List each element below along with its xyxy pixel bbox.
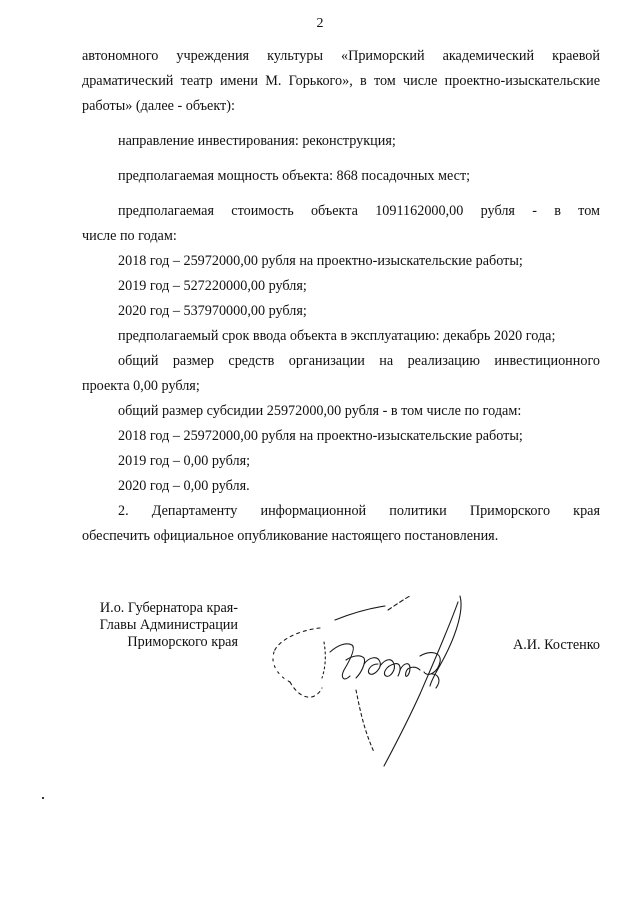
paragraph-commission-date: предполагаемый срок ввода объекта в эксплуатацию: декабрь 2020 года; bbox=[118, 328, 556, 344]
signatory-title bbox=[82, 600, 238, 651]
paragraph-object-description: автономного учреждения культуры «Приморский академический краевой драматический театр имени М. Горького», в том числе проектно-изыскательские работы» (далее - объект): bbox=[82, 48, 600, 114]
paragraph-investment-direction: направление инвестирования: реконструкция; bbox=[118, 133, 396, 149]
signatory-title-line3: Приморского края bbox=[127, 634, 238, 650]
document-body bbox=[82, 44, 600, 549]
paragraph-subsidy-2019: 2019 год – 0,00 рубля; bbox=[118, 453, 251, 469]
paragraph-publication-line1: 2. Департаменту информационной политики Приморского края bbox=[118, 503, 600, 519]
paragraph-subsidy-total: общий размер субсидии 25972000,00 рубля - в том числе по годам: bbox=[118, 403, 522, 419]
paragraph-cost-2019: 2019 год – 527220000,00 рубля; bbox=[118, 278, 307, 294]
paragraph-org-funds-line2: проекта 0,00 рубля; bbox=[82, 378, 200, 394]
paragraph-cost-2018: 2018 год – 25972000,00 рубля на проектно-изыскательские работы; bbox=[118, 253, 523, 269]
paragraph-cost-2020: 2020 год – 537970000,00 рубля; bbox=[118, 303, 307, 319]
paragraph-cost-line2: числе по годам: bbox=[82, 228, 177, 244]
paragraph-capacity: предполагаемая мощность объекта: 868 посадочных мест; bbox=[118, 168, 471, 184]
paragraph-publication-line2: обеспечить официальное опубликование настоящего постановления. bbox=[82, 528, 499, 544]
signatory-name: А.И. Костенко bbox=[513, 637, 600, 653]
scan-dot bbox=[42, 797, 44, 799]
paragraph-cost-line1: предполагаемая стоимость объекта 1091162000,00 рубля - в том bbox=[118, 203, 600, 219]
paragraph-org-funds-line1: общий размер средств организации на реализацию инвестиционного bbox=[118, 353, 600, 369]
paragraph-subsidy-2020: 2020 год – 0,00 рубля. bbox=[118, 478, 250, 494]
handwritten-signature bbox=[260, 590, 520, 770]
paragraph-subsidy-2018: 2018 год – 25972000,00 рубля на проектно-изыскательские работы; bbox=[118, 428, 523, 444]
signatory-title-line2: Главы Администрации bbox=[99, 617, 238, 633]
signatory-title-line1: И.о. Губернатора края- bbox=[99, 600, 238, 616]
page-number: 2 bbox=[316, 16, 324, 31]
